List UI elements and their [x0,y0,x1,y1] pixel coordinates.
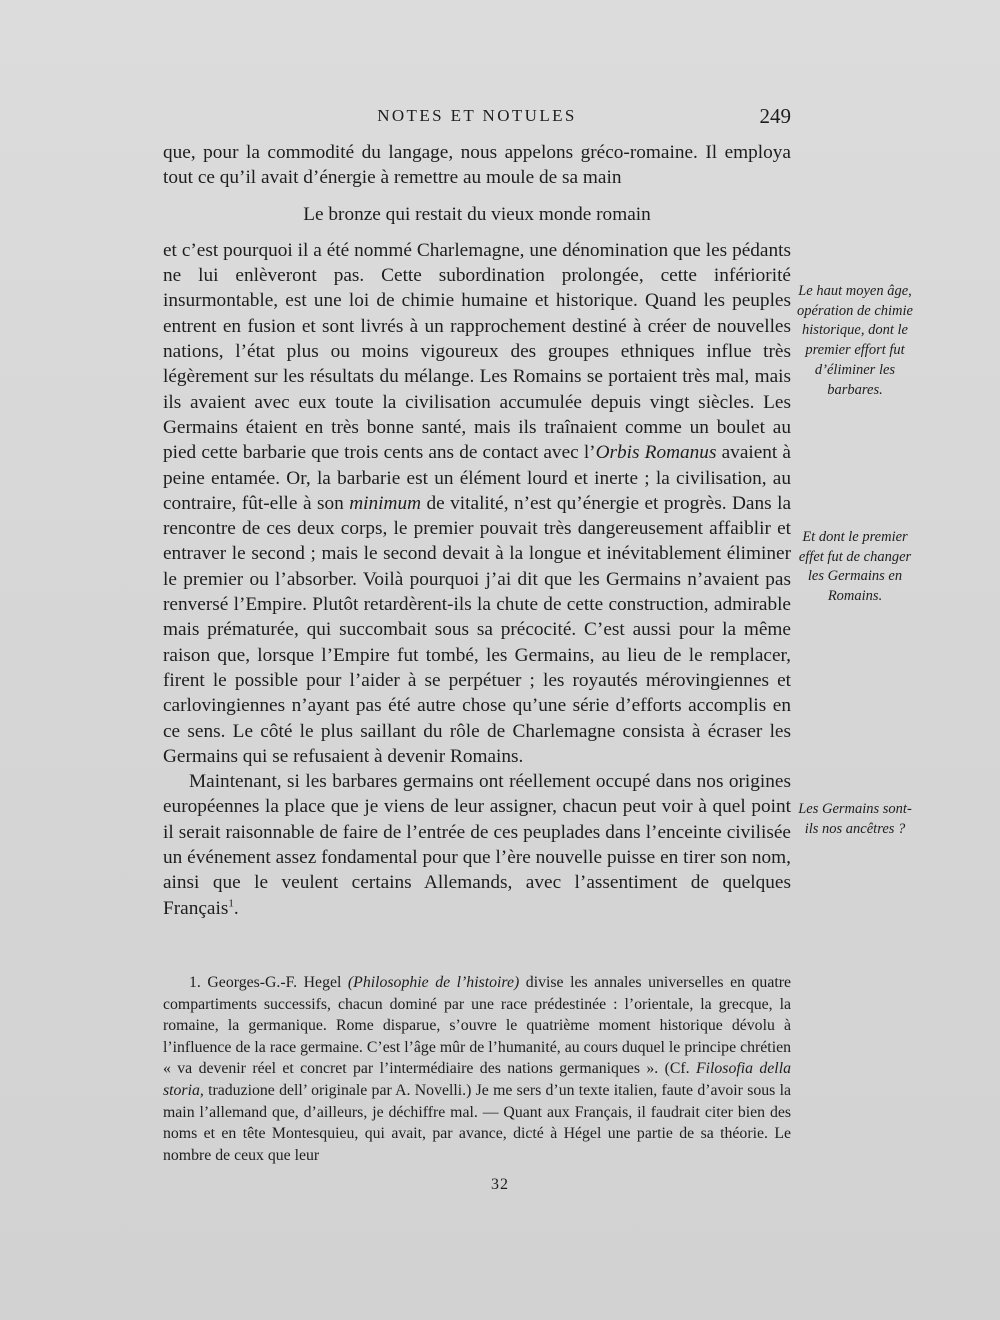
footnote-text-c: traduzione dell’ originale par A. Novelli.) Je me sers d’un texte italien, faute d’avoir sous la main l’allemand que, d’ailleurs, je déchiffre mal. — Quant aux Français, il faudrait citer bien des noms et en tête Montesquieu, qui avait, par avance, dicté à Hégel une partie de sa théorie. Le nombre de ceux que leur [163,1081,791,1164]
sidenote-haut-moyen-age: Le haut moyen âge, opération de chimie historique, dont le premier effort fut d’éliminer les barbares. [797,283,913,398]
signature-mark: 32 [491,1176,509,1193]
paragraph-2-text-b: avaient à peine entamée. Or, la barbarie est un élément lourd et inerte ; la civilisation, au contraire, fût-elle à son [163,442,791,514]
footnote-reference: 1 [228,897,234,910]
paragraph-2-text-a: et c’est pourquoi il a été nommé Charlemagne, une dénomination que les pédants ne lui enlèveront pas. Cette subordination prolongée, cette infériorité insurmontable, est une loi de chimie humaine et historique. Quand les peuples entrent en fusion et sont livrés à un rapprochement destiné à créer de nouvelles nations, l’état plus ou moins vigoureux des groupes ethniques influe très légèrement sur les résultats du mélange. Les Romains se portaient très mal, mais ils avaient avec eux toute la civilisation accumulée depuis vingt siècles. Les Germains étaient en très bonne santé, mais ils traînaient comme un boulet au pied cette barbarie que trois cents ans de contact avec l’ [163,239,791,464]
paragraph-3 [163,769,791,921]
footnote-text-b: divise les annales universelles en quatre compartiments successifs, chacun dominé par une race prédestinée : l’orientale, la grecque, la romaine, la germanique. Rome disparue, s’ouvre le quatrième moment historique dévolu à l’influence de la race germaine. C’est l’âge mûr de l’humanité, au cours duquel le principe chrétien « va devenir réel et concret par l’intermédiaire des nations germaniques ». (Cf. [163,974,791,1078]
footnote-number: 1. [189,974,201,991]
page-header [163,104,791,134]
footnote-1 [163,972,791,1166]
paragraph-2-text-c: de vitalité, n’est qu’énergie et progrès. Dans la rencontre de ces deux corps, le premier pouvait très dangereusement affaiblir et entraver le second ; mais le second devait à la longue et inévitablement éliminer le premier ou l’absorber. Voilà pourquoi j’ai dit que les Germains n’avaient pas renversé l’Empire. Plutôt retardèrent-ils la chute de cette construction, admirable mais prématurée, qui succombait sous sa précocité. C’est aussi pour la même raison que, lorsque l’Empire fut tombé, les Germains, au lieu de le remplacer, firent le possible pour l’aider à se perpétuer ; les royautés mérovingiennes et carlovingiennes n’ayant pas été autre chose qu’une série d’efforts accomplis en ce sens. Le côté le plus saillant du rôle de Charlemagne consista à écraser les Germains qui se refusaient à devenir Romains. [163,492,792,767]
footnotes [163,972,791,1166]
paragraph-2 [163,238,791,769]
minimum-italic: minimum [349,492,422,514]
paragraph-1: que, pour la commodité du langage, nous appelons gréco-romaine. Il employa tout ce qu’il avait d’énergie à remettre au moule de sa main [163,142,791,189]
verse-quotation: Le bronze qui restait du vieux monde romain [303,203,651,225]
sidenote-nos-ancetres: Les Germains sont-ils nos ancêtres ? [798,801,912,837]
paragraph-3-text: Maintenant, si les barbares germains ont réellement occupé dans nos origines européennes la place que je viens de leur assigner, chacun peut voir à quel point il serait raisonnable de faire de l’entrée de ces peuplades dans l’enceinte civilisée un événement assez fondamental pour que l’ère nouvelle puisse en tirer son nom, ainsi que le veulent certains Allemands, avec l’assentiment de quelques Français [163,771,791,919]
page-number: 249 [759,104,791,128]
running-title: NOTES ET NOTULES [377,106,577,125]
orbis-romanus-italic: Orbis Romanus [595,442,717,464]
footnote-text-a: Georges-G.-F. Hegel [200,974,348,991]
sidenote-germains-en-romains: Et dont le premier effet fut de changer les Germains en Romains. [798,529,912,605]
paragraph-3-end: . [233,897,239,919]
footnote-title-filosofia: Filosofia della storia, [163,1060,791,1099]
footnote-title-hegel: (Philosophie de l’histoire) [347,974,520,991]
main-text [163,140,791,921]
